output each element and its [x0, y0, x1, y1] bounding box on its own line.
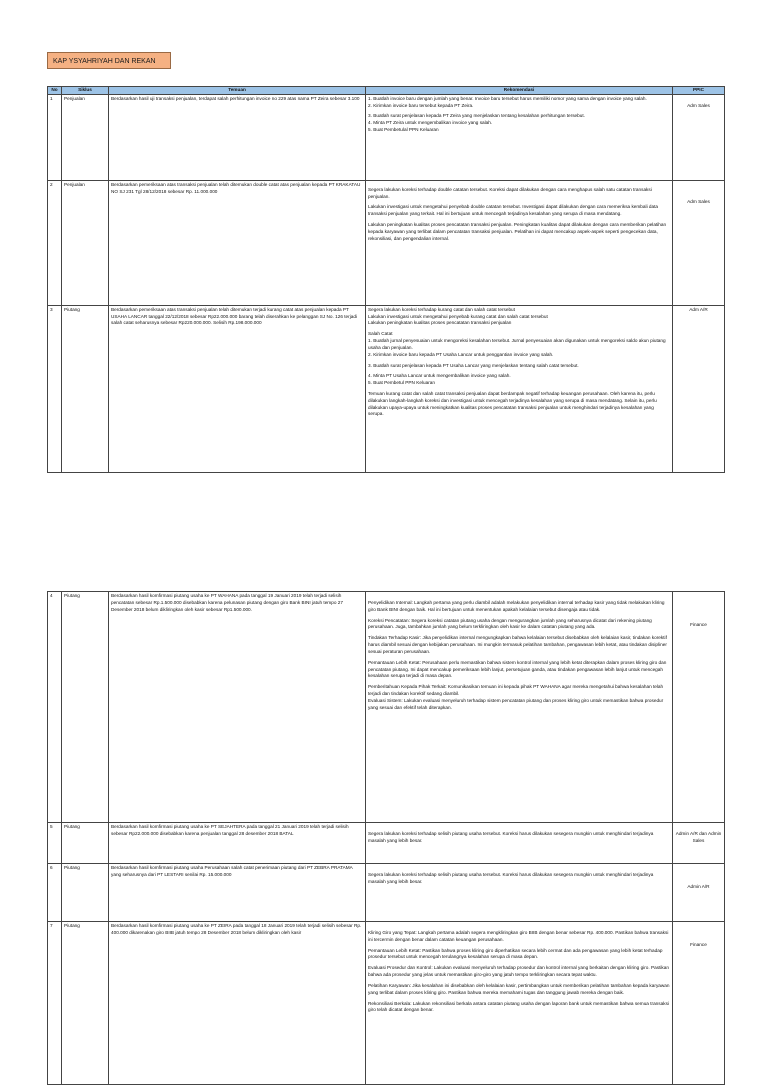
cell-no: 5	[48, 823, 62, 864]
cell-ppic: Adm Sales	[673, 180, 725, 305]
cell-ppic: Admin A/R	[673, 864, 725, 922]
cell-siklus: Piutang	[62, 864, 109, 922]
firm-name-box: KAP YSYAHRIYAH DAN REKAN	[47, 52, 171, 69]
table-row	[48, 180, 725, 305]
cell-temuan: Berdasarkan hasil uji transaksi penjualan, terdapat salah perhitungan invoice no 229 atas nama PT Zeira sebesar 3.100	[109, 94, 366, 180]
cell-temuan: Berdasarkan pemeriksaan atas transaksi penjualan telah ditemukan double catat atas penjualan kepada PT KRAKATAU NO SJ 231 Tgl 28/12/2018 sebesar Rp. 11.000.000	[109, 180, 366, 305]
cell-temuan: Berdasarkan hasil komfirmasi piutang usaha ke PT ZEIRA pada tanggal 18 Januari 2019 telah terjadi selisih sebesar Rp. 400.000 dikarenakan giro BIIB jatuh tempo 28 Desember 2018 belum dikliringkan oleh kasir	[109, 922, 366, 1085]
cell-ppic: Finance	[673, 592, 725, 823]
cell-siklus: Penjualan	[62, 180, 109, 305]
recommendation-paragraph: Evaluasi Prosedur dan Kontrol: Lakukan evaluasi menyeluruh terhadap prosedur dan kontrol internal yang berkaitan dengan kliring giro. Pastikan bahwa ada prosedur yang jelas untuk memastikan giro-giro yang jatuh tempo terkliringkan secara tepat waktu.	[368, 965, 669, 978]
recommendation-paragraph: Salah Catat 1. Buatlah jurnal penyesuaian untuk mengoreksi kesalahan tersebut. Jurnal penyesuaian akan digunakan untuk mengoreksi saldo akun piutang usaha dan penjualan. 2. Kirimkan invoice baru kepada PT Usaha Lancar untuk penggantian invoice yang salah.	[368, 331, 666, 357]
cell-no: 3	[48, 305, 62, 472]
recommendation-paragraph: Pemberitahuan Kepada Pihak Terkait: Komunikasikan temuan ini kepada pihak PT WAHANA agar mereka mengetahui bahwa kesalahan telah terjadi dan tindakan korektif sedang diambil. Evaluasi Sistem: Lakukan evaluasi menyeluruh terhadap sistem pencatatan piutang dan proses kliring giro untuk memastikan bahwa prosedur yang sesuai dan efektif telah diterapkan.	[368, 684, 664, 710]
cell-siklus: Penjualan	[62, 94, 109, 180]
recommendation-paragraph: Kliring Giro yang Tepat: Langkah pertama adalah segera mengkliringkan giro BIIB dengan benar sebesar Rp. 400.000. Pastikan bahwa transaksi ini tercermin dengan benar dalam catatan keuangan perusahaan.	[368, 930, 669, 942]
cell-siklus: Piutang	[62, 305, 109, 472]
cell-temuan: Berdasarkan pemeriksaan atas transaksi penjualan telah ditemukan terjadi kurang catat atas penjualan kepada PT USAHA LANCAR tanggal 22/12/2018 sebesar Rp22.000.000 barang telah diserahkan ke pelanggan SJ No. 126 terjadi salah catat seharusnya sebesar Rp220.000.000. Selisih Rp.198.000.000	[109, 305, 366, 472]
recommendation-paragraph: Penyelidikan Internal: Langkah pertama yang perlu diambil adalah melakukan penyelidikan internal terhadap kasir yang tidak melakukan kliring giro Bank BINI dengan baik. Hal ini bertujuan untuk menentukan apakah kelalaian tersebut disengaja atau tidak.	[368, 600, 665, 612]
recommendation-paragraph: Rekonsiliasi Berkala: Lakukan rekonsiliasi berkala antara catatan piutang usaha dengan laporan bank untuk memastikan bahwa semua transaksi giro telah dicatat dengan benar.	[368, 1000, 669, 1013]
cell-no: 7	[48, 922, 62, 1085]
cell-rekomendasi	[366, 305, 673, 472]
table-row	[48, 305, 725, 472]
cell-rekomendasi	[366, 180, 673, 305]
cell-temuan: Berdasarkan hasil komfirmasi piutang usaha ke PT WAHANA pada tanggal 19 Januari 2019 telah terjadi selisih pencatatan sebesar Rp.1.500.000 disebabkan karena pelunasan piutang dengan giro Bank BINI jatuh tempo 27 Desember 2018 belum dikliringkan oleh kasir sebesar Rp1.500.000.	[109, 592, 366, 823]
cell-no: 6	[48, 864, 62, 922]
cell-temuan: Berdasarkan hasil komfirmasi piutang usaha Perusahaan salah catat penerimaan piutang dari PT ZEBRA PRATAMA yang seharusnya dari PT LESTARI senilai Rp. 15.000.000	[109, 864, 366, 922]
recommendation-paragraph: Lakukan peningkatan kualitas proses pencatatan transaksi penjualan. Peningkatan kualitas dapat dilakukan dengan cara memberikan pelatihan kepada karyawan yang terlibat dalam pencatatan transaksi penjualan. Pelatihan ini dapat mencakup aspek-aspek seperti pengecekan data, rekonsiliasi, dan pengendalian internal.	[368, 222, 667, 241]
header-rekomendasi: Rekomendasi	[366, 87, 673, 95]
table-row	[48, 864, 725, 922]
cell-ppic: Adm Sales	[673, 94, 725, 180]
cell-ppic: Adm A/R	[673, 305, 725, 472]
cell-no: 2	[48, 180, 62, 305]
recommendation-paragraph: Koreksi Pencatatan: Segera koreksi catatan piutang usaha dengan mengurangkan jumlah yang seharusnya dicatat dari rekening piutang perusahaan. Juga, tambahkan jumlah yang belum terkliringkan oleh kasir ke dalam catatan piutang yang ada.	[368, 617, 652, 630]
table-row	[48, 94, 725, 180]
recommendation-paragraph: 1. Buatlah invoice baru dengan jumlah yang benar. Invoice baru tersebut harus memiliki nomor yang sama dengan invoice yang salah. 2. Kirimkan invoice baru tersebut kepada PT Zeira.	[368, 95, 647, 108]
cell-rekomendasi	[366, 922, 673, 1085]
cell-no: 4	[48, 592, 62, 823]
recommendation-paragraph: Segera lakukan koreksi terhadap selisih piutang usaha tersebut. Koreksi harus dilakukan sesegera mungkin untuk menghindari terjadinya masalah yang lebih besar.	[368, 831, 654, 843]
table-row	[48, 922, 725, 1085]
cell-ppic: Finance	[673, 922, 725, 1085]
cell-siklus: Piutang	[62, 823, 109, 864]
cell-siklus: Piutang	[62, 922, 109, 1085]
recommendation-paragraph: 3. Buatlah surat penjelasan kepada PT Zeira yang menjelaskan tentang kesalahan perhitungan tersebut. 4. Minta PT Zeira untuk mengembalikan invoice yang salah. 5. Buat Pembetulal PPN Keluaran	[368, 113, 585, 133]
recommendation-paragraph: Segera lakukan koreksi terhadap double catatan tersebut. Koreksi dapat dilakukan dengan cara menghapus salah satu catatan transaksi penjualan.	[368, 186, 652, 199]
cell-rekomendasi	[366, 94, 673, 180]
findings-table-page-1	[47, 86, 725, 473]
recommendation-paragraph: Tindakan Terhadap Kasir: Jika penyelidikan internal mengungkapkan bahwa kelalaian tersebut disebabkan oleh kelalaian kasir, tindakan korektif harus diambil sesuai dengan kebijakan perusahaan. Ini mungkin termasuk pelatihan tambahan, pengawasan lebih ketat, atau tindakan disipliner sesuai peraturan perusahaan.	[368, 635, 667, 654]
recommendation-paragraph: Pemantauan Lebih Ketat: Pastikan bahwa proses kliring giro diperhatikan secara lebih cermat dan ada pengawasan yang lebih ketat terhadap prosedur tersebut untuk mencegah terulangnya kesalahan serupa di masa depan.	[368, 947, 663, 960]
header-temuan: Temuan	[109, 87, 366, 95]
recommendation-paragraph: Segera lakukan koreksi terhadap selisih piutang usaha tersebut. Koreksi harus dilakukan sesegera mungkin untuk menghindari terjadinya masalah yang lebih besar.	[368, 872, 654, 884]
findings-table-page-2	[47, 591, 725, 1085]
recommendation-paragraph: Pemantauan Lebih Ketat: Perusahaan perlu memastikan bahwa sistem kontrol internal yang lebih ketat diterapkan dalam proses kliring giro dan pencatatan piutang. Ini dapat mencakup pemeriksaan lebih lanjut, persetujuan ganda, atau tindakan pengawasan lebih lanjut untuk mencegah kesalahan serupa terjadi di masa depan.	[368, 659, 667, 679]
header-no: No	[48, 87, 62, 95]
cell-siklus: Piutang	[62, 592, 109, 823]
cell-rekomendasi	[366, 823, 673, 864]
header-ppic: PPIC	[673, 87, 725, 95]
recommendation-paragraph: 4. Minta PT Usaha Lancar untuk mengembalikan invoice yang salah. 5. Buat Pembetul PPN Keluaran	[368, 373, 511, 386]
table-header	[48, 87, 725, 95]
cell-temuan: Berdasarkan hasil komfirmasi piutang usaha ke PT SEJAHTERA pada tanggal 21 Januari 2019 telah terjadi selisih sebesar Rp22.000.000 disebabkan karena penjualan tanggal 28 desember 2018 BATAL	[109, 823, 366, 864]
table-row	[48, 592, 725, 823]
recommendation-paragraph: Segera lakukan koreksi terhadap kurang catat dan salah catat tersebut Lakukan investigasi untuk mengetahui penyebab kurang catat dan salah catat tersebut Lakukan peningkatan kualitas proses pencatatan transaksi penjualan	[368, 306, 548, 326]
cell-rekomendasi	[366, 592, 673, 823]
cell-ppic: Admin A/R dan Admin Sales	[673, 823, 725, 864]
header-siklus: Siklus	[62, 87, 109, 95]
recommendation-paragraph: Temuan kurang catat dan salah catat transaksi penjualan dapat berdampak negatif terhadap keuangan perusahaan. Oleh karena itu, perlu dilakukan langkah-langkah koreksi dan investigasi untuk mencegah terjadinya kesalahan yang serupa di masa mendatang. Selain itu, perlu dilakukan upaya-upaya untuk meningkatkan kualitas proses pencatatan transaksi penjualan untuk menghindari terjadinya kesalahan yang serupa.	[368, 390, 657, 417]
recommendation-paragraph: Lakukan investigasi untuk mengetahui penyebab double catatan tersebut. Investigasi dapat dilakukan dengan cara memeriksa kembali data transaksi penjualan yang terkait. Hal ini bertujuan untuk mencegah terjadinya kesalahan yang serupa di masa mendatang.	[368, 204, 659, 217]
recommendation-paragraph: 3. Buatlah surat penjelasan kepada PT Usaha Lancar yang menjelaskan tentang salah catat tersebut.	[368, 362, 579, 368]
recommendation-paragraph: Pelatihan Karyawan: Jika kesalahan ini disebabkan oleh kelalaian kasir, pertimbangkan untuk memberikan pelatihan tambahan kepada karyawan yang terlibat dalam proses kliring giro. Pastikan bahwa mereka memahami tugas dan tanggung jawab mereka dengan baik.	[368, 982, 670, 995]
table-row	[48, 823, 725, 864]
cell-rekomendasi	[366, 864, 673, 922]
cell-no: 1	[48, 94, 62, 180]
